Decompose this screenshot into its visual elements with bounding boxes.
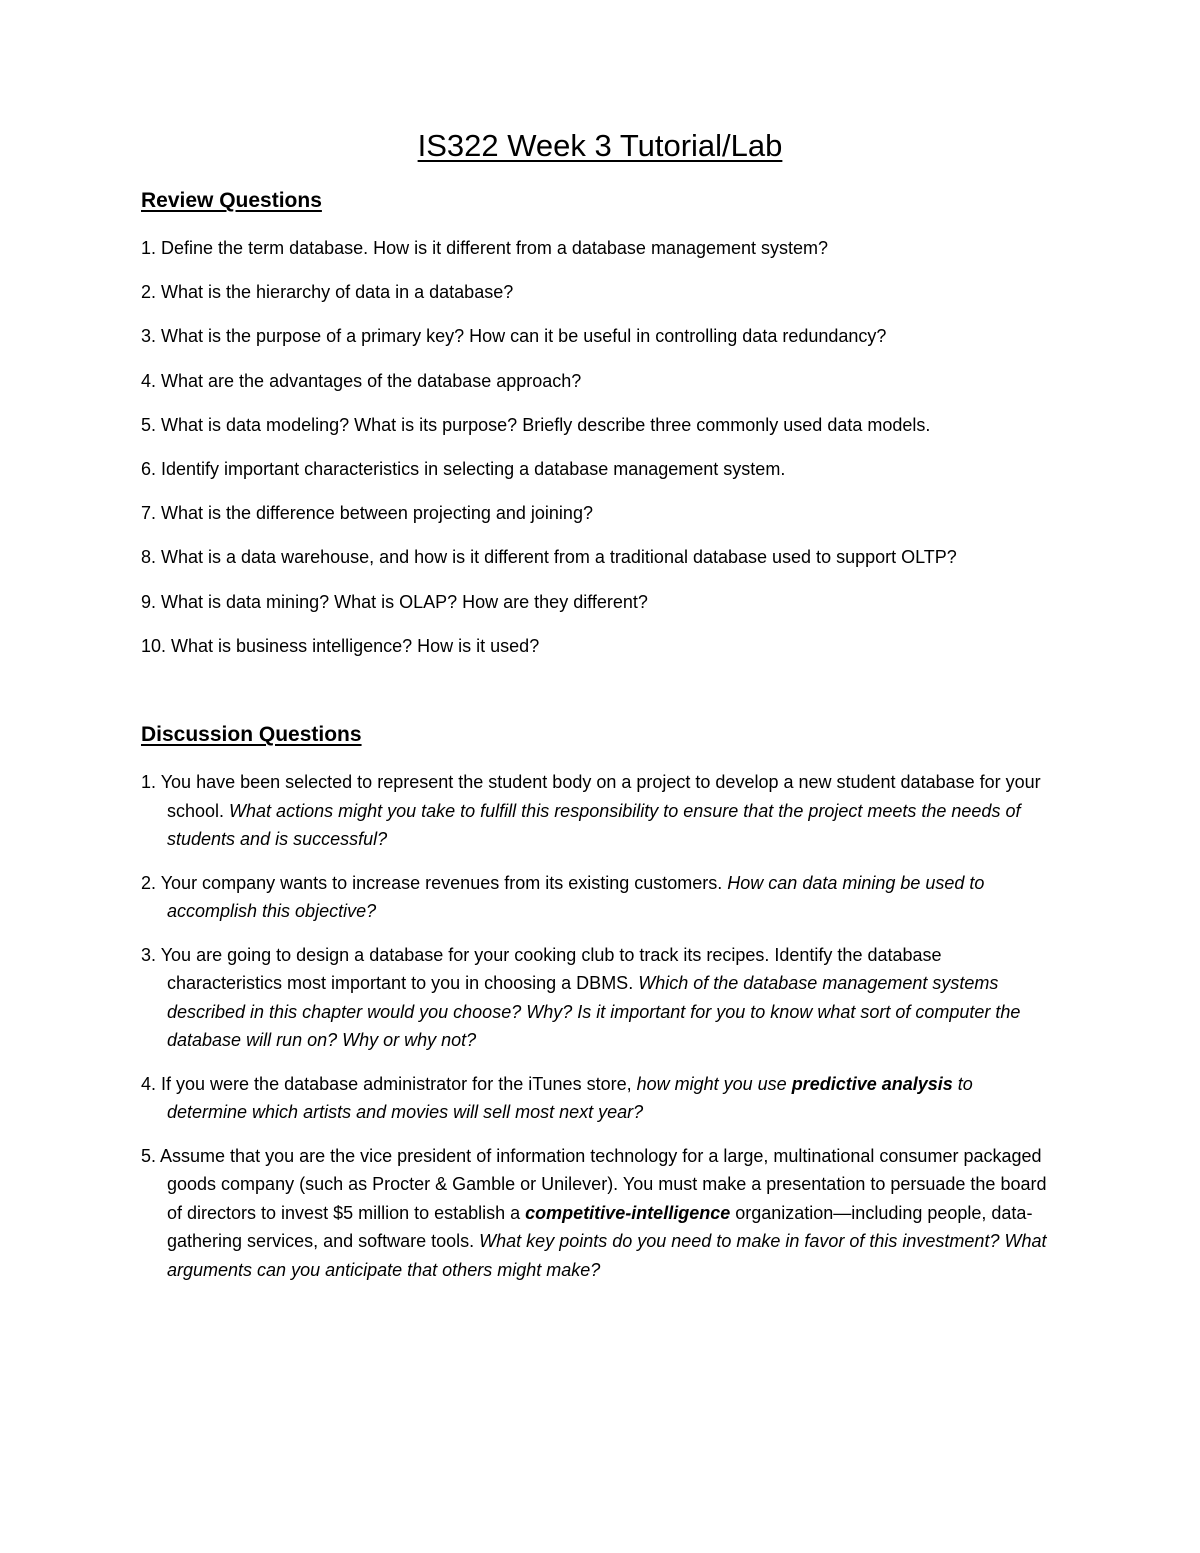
review-question-3: 3. What is the purpose of a primary key? How can it be useful in controlling data redundancy? (141, 326, 887, 347)
discussion-questions-heading: Discussion Questions (141, 723, 362, 746)
discussion-question-3-prompt: Which of the database management systems described in this chapter would you choose? Why? Is it important for you to know what sort of computer the database will run on? Why or why not? (167, 973, 1021, 1050)
discussion-question-5-term: competitive-intelligence (525, 1202, 731, 1223)
discussion-question-3 (141, 941, 1056, 1055)
discussion-question-3-text: 3. You are going to design a database for your cooking club to track its recipes. Identify the database characteristics most important to you in choosing a DBMS. (141, 944, 942, 993)
review-questions-heading: Review Questions (141, 189, 322, 212)
review-question-4: 4. What are the advantages of the database approach? (141, 370, 582, 391)
discussion-question-2-text: 2. Your company wants to increase revenues from its existing customers. (141, 872, 728, 893)
discussion-question-4 (141, 1070, 1056, 1127)
review-question-5: 5. What is data modeling? What is its purpose? Briefly describe three commonly used data models. (141, 414, 931, 435)
discussion-question-4-text: 4. If you were the database administrator for the iTunes store, (141, 1073, 637, 1094)
discussion-question-1-prompt: What actions might you take to fulfill this responsibility to ensure that the project meets the needs of students and is successful? (167, 800, 1021, 849)
discussion-question-4-term: predictive analysis (791, 1073, 953, 1094)
discussion-question-5-prompt: What key points do you need to make in favor of this investment? What arguments can you anticipate that others might make? (167, 1231, 1047, 1280)
discussion-question-1-text: 1. You have been selected to represent the student body on a project to develop a new student database for your school. (141, 772, 1041, 821)
discussion-question-4-prompt: how might you use (636, 1073, 792, 1094)
discussion-question-1 (141, 768, 1056, 854)
review-question-10: 10. What is business intelligence? How is it used? (141, 635, 540, 656)
discussion-question-5-text: 5. Assume that you are the vice president of information technology for a large, multinational consumer packaged goods company (such as Procter & Gamble or Unilever). You must make a presentation to persuade the board of directors to invest $5 million to establish a (141, 1145, 1047, 1223)
review-question-6: 6. Identify important characteristics in selecting a database management system. (141, 458, 786, 479)
document-title: IS322 Week 3 Tutorial/Lab (417, 128, 783, 163)
review-question-2: 2. What is the hierarchy of data in a database? (141, 282, 514, 303)
discussion-question-2 (141, 869, 1056, 926)
discussion-question-4-prompt-end: to determine which artists and movies will sell most next year? (167, 1073, 973, 1122)
review-question-1: 1. Define the term database. How is it different from a database management system? (141, 238, 829, 258)
review-question-7: 7. What is the difference between projecting and joining? (141, 503, 593, 524)
discussion-questions-list (141, 768, 1056, 1299)
review-question-8: 8. What is a data warehouse, and how is it different from a traditional database used to support OLTP? (141, 547, 957, 568)
review-question-9: 9. What is data mining? What is OLAP? How are they different? (141, 591, 648, 612)
discussion-question-5 (141, 1142, 1056, 1285)
discussion-question-5-text-end: organization—including people, data-gathering services, and software tools. (167, 1202, 1033, 1251)
discussion-question-2-prompt: How can data mining be used to accomplish this objective? (167, 872, 985, 921)
review-questions-list (141, 236, 1101, 678)
